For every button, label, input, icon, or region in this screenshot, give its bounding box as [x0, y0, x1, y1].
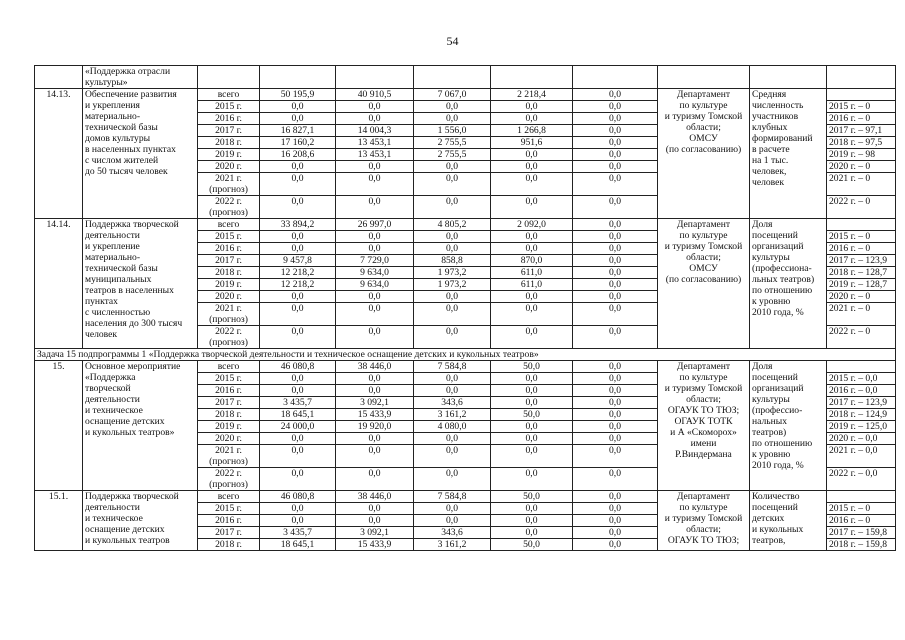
amount-cell: 0,0 [573, 491, 658, 503]
amount-cell: 0,0 [260, 303, 336, 326]
amount-cell: 0,0 [260, 385, 336, 397]
period-cell: 2020 г. [198, 291, 260, 303]
amount-cell: 3 092,1 [336, 527, 414, 539]
amount-cell: 46 080,8 [260, 491, 336, 503]
indicator-cell: Средняя численность участников клубных формирований в расчете на 1 тыс. человек, человек [750, 89, 827, 219]
amount-cell: 0,0 [414, 433, 491, 445]
event-name-cell: «Поддержка отрасли культуры» [83, 66, 198, 89]
indicator-cell: Доля посещений организаций культуры (профессиона- льных театров) по отношению к уровню 2010 года, % [750, 219, 827, 349]
amount-cell: 0,0 [260, 515, 336, 527]
period-cell: 2022 г. (прогноз) [198, 326, 260, 349]
target-value-cell [827, 491, 896, 503]
amount-cell: 0,0 [260, 173, 336, 196]
amount-cell: 0,0 [260, 433, 336, 445]
target-value-cell [827, 361, 896, 373]
amount-cell: 0,0 [491, 231, 573, 243]
period-cell: 2019 г. [198, 421, 260, 433]
amount-cell: 611,0 [491, 267, 573, 279]
amount-cell: 50,0 [491, 361, 573, 373]
period-cell: 2016 г. [198, 243, 260, 255]
amount-cell: 12 218,2 [260, 279, 336, 291]
amount-cell: 18 645,1 [260, 539, 336, 551]
amount-cell: 0,0 [573, 515, 658, 527]
period-cell: 2015 г. [198, 101, 260, 113]
amount-cell: 0,0 [336, 303, 414, 326]
table-row [35, 66, 896, 89]
amount-cell: 1 973,2 [414, 267, 491, 279]
amount-cell: 0,0 [491, 468, 573, 491]
amount-cell: 0,0 [414, 445, 491, 468]
amount-cell: 0,0 [336, 173, 414, 196]
amount-cell: 18 645,1 [260, 409, 336, 421]
amount-cell: 50,0 [491, 539, 573, 551]
amount-cell: 0,0 [573, 503, 658, 515]
amount-cell: 0,0 [260, 445, 336, 468]
amount-cell: 0,0 [573, 89, 658, 101]
amount-cell: 24 000,0 [260, 421, 336, 433]
amount-cell: 2 092,0 [491, 219, 573, 231]
amount-cell: 0,0 [491, 445, 573, 468]
amount-cell: 14 004,3 [336, 125, 414, 137]
period-cell: 2019 г. [198, 149, 260, 161]
amount-cell: 0,0 [336, 113, 414, 125]
empty-cell [491, 66, 573, 89]
amount-cell: 1 973,2 [414, 279, 491, 291]
amount-cell: 0,0 [336, 196, 414, 219]
target-value-cell: 2022 г. – 0,0 [827, 468, 896, 491]
amount-cell: 0,0 [491, 385, 573, 397]
amount-cell: 0,0 [573, 161, 658, 173]
amount-cell: 0,0 [336, 231, 414, 243]
executor-cell: Департамент по культуре и туризму Томской области; ОМСУ (по согласованию) [658, 89, 750, 219]
amount-cell: 38 446,0 [336, 491, 414, 503]
row-number-cell: 15. [35, 361, 83, 491]
amount-cell: 0,0 [491, 173, 573, 196]
amount-cell: 0,0 [414, 503, 491, 515]
program-table [34, 65, 896, 551]
target-value-cell: 2021 г. – 0 [827, 173, 896, 196]
amount-cell: 0,0 [414, 291, 491, 303]
table-row [35, 89, 896, 101]
indicator-cell: Количество посещений детских и кукольных театров, [750, 491, 827, 551]
amount-cell: 15 433,9 [336, 539, 414, 551]
amount-cell: 0,0 [491, 291, 573, 303]
target-value-cell: 2020 г. – 0 [827, 161, 896, 173]
amount-cell: 0,0 [573, 433, 658, 445]
target-value-cell: 2016 г. – 0,0 [827, 385, 896, 397]
amount-cell: 0,0 [573, 267, 658, 279]
amount-cell: 12 218,2 [260, 267, 336, 279]
amount-cell: 0,0 [573, 539, 658, 551]
amount-cell: 0,0 [573, 279, 658, 291]
amount-cell: 9 457,8 [260, 255, 336, 267]
period-cell: всего [198, 491, 260, 503]
period-cell: 2015 г. [198, 231, 260, 243]
amount-cell: 0,0 [336, 445, 414, 468]
amount-cell: 0,0 [491, 101, 573, 113]
amount-cell: 0,0 [260, 101, 336, 113]
period-cell: 2021 г. (прогноз) [198, 173, 260, 196]
amount-cell: 3 161,2 [414, 539, 491, 551]
target-value-cell: 2017 г. – 97,1 [827, 125, 896, 137]
amount-cell: 0,0 [336, 326, 414, 349]
period-cell: 2017 г. [198, 255, 260, 267]
target-value-cell: 2022 г. – 0 [827, 196, 896, 219]
amount-cell: 0,0 [491, 515, 573, 527]
target-value-cell: 2021 г. – 0,0 [827, 445, 896, 468]
period-cell: 2017 г. [198, 527, 260, 539]
amount-cell: 0,0 [573, 326, 658, 349]
task-heading: Задача 15 подпрограммы 1 «Поддержка творческой деятельности и техническое оснащение детских и кукольных театров» [35, 349, 896, 361]
row-number-cell: 14.13. [35, 89, 83, 219]
period-cell: 2018 г. [198, 409, 260, 421]
amount-cell: 0,0 [414, 243, 491, 255]
amount-cell: 0,0 [336, 373, 414, 385]
amount-cell: 16 827,1 [260, 125, 336, 137]
amount-cell: 0,0 [414, 385, 491, 397]
period-cell: 2022 г. (прогноз) [198, 196, 260, 219]
task-row [35, 349, 896, 361]
empty-cell [414, 66, 491, 89]
target-value-cell: 2022 г. – 0 [827, 326, 896, 349]
period-cell: 2017 г. [198, 397, 260, 409]
amount-cell: 9 634,0 [336, 267, 414, 279]
empty-cell [658, 66, 750, 89]
row-number-cell: 14.14. [35, 219, 83, 349]
amount-cell: 0,0 [336, 468, 414, 491]
amount-cell: 0,0 [491, 243, 573, 255]
period-cell: 2021 г. (прогноз) [198, 445, 260, 468]
amount-cell: 0,0 [573, 125, 658, 137]
amount-cell: 0,0 [414, 303, 491, 326]
amount-cell: 0,0 [573, 527, 658, 539]
executor-cell: Департамент по культуре и туризму Томской области; ОГАУК ТО ТЮЗ; ОГАУК ТОТК и А «Скоморох» имени Р.Виндермана [658, 361, 750, 491]
period-cell: всего [198, 89, 260, 101]
amount-cell: 4 805,2 [414, 219, 491, 231]
amount-cell: 0,0 [414, 326, 491, 349]
amount-cell: 46 080,8 [260, 361, 336, 373]
target-value-cell: 2020 г. – 0,0 [827, 433, 896, 445]
executor-cell: Департамент по культуре и туризму Томской области; ОМСУ (по согласованию) [658, 219, 750, 349]
period-cell: 2022 г. (прогноз) [198, 468, 260, 491]
amount-cell: 2 218,4 [491, 89, 573, 101]
target-value-cell: 2019 г. – 125,0 [827, 421, 896, 433]
amount-cell: 0,0 [573, 196, 658, 219]
target-value-cell: 2020 г. – 0 [827, 291, 896, 303]
amount-cell: 3 435,7 [260, 527, 336, 539]
amount-cell: 0,0 [573, 231, 658, 243]
amount-cell: 343,6 [414, 527, 491, 539]
amount-cell: 870,0 [491, 255, 573, 267]
amount-cell: 0,0 [260, 161, 336, 173]
amount-cell: 858,8 [414, 255, 491, 267]
amount-cell: 0,0 [336, 385, 414, 397]
amount-cell: 19 920,0 [336, 421, 414, 433]
amount-cell: 0,0 [573, 291, 658, 303]
amount-cell: 0,0 [414, 173, 491, 196]
period-cell: 2016 г. [198, 385, 260, 397]
period-cell: 2017 г. [198, 125, 260, 137]
amount-cell: 0,0 [491, 397, 573, 409]
amount-cell: 0,0 [260, 113, 336, 125]
empty-cell [198, 66, 260, 89]
amount-cell: 0,0 [336, 161, 414, 173]
amount-cell: 50,0 [491, 409, 573, 421]
target-value-cell: 2016 г. – 0 [827, 243, 896, 255]
amount-cell: 7 729,0 [336, 255, 414, 267]
amount-cell: 0,0 [491, 433, 573, 445]
amount-cell: 0,0 [573, 361, 658, 373]
target-value-cell: 2018 г. – 97,5 [827, 137, 896, 149]
period-cell: 2018 г. [198, 267, 260, 279]
amount-cell: 0,0 [260, 231, 336, 243]
target-value-cell: 2018 г. – 124,9 [827, 409, 896, 421]
empty-cell [750, 66, 827, 89]
amount-cell: 951,6 [491, 137, 573, 149]
amount-cell: 0,0 [260, 326, 336, 349]
amount-cell: 1 266,8 [491, 125, 573, 137]
indicator-cell: Доля посещений организаций культуры (профессио- нальных театров) по отношению к уровню 2010 года, % [750, 361, 827, 491]
amount-cell: 2 755,5 [414, 149, 491, 161]
amount-cell: 0,0 [491, 421, 573, 433]
amount-cell: 3 161,2 [414, 409, 491, 421]
amount-cell: 0,0 [336, 243, 414, 255]
amount-cell: 0,0 [414, 231, 491, 243]
amount-cell: 0,0 [573, 303, 658, 326]
amount-cell: 0,0 [491, 303, 573, 326]
amount-cell: 0,0 [491, 161, 573, 173]
amount-cell: 13 453,1 [336, 149, 414, 161]
amount-cell: 17 160,2 [260, 137, 336, 149]
amount-cell: 16 208,6 [260, 149, 336, 161]
target-value-cell: 2018 г. – 159,8 [827, 539, 896, 551]
amount-cell: 7 584,8 [414, 361, 491, 373]
period-cell: 2015 г. [198, 373, 260, 385]
amount-cell: 0,0 [336, 515, 414, 527]
target-value-cell: 2019 г. – 98 [827, 149, 896, 161]
amount-cell: 0,0 [491, 373, 573, 385]
amount-cell: 0,0 [573, 409, 658, 421]
amount-cell: 0,0 [414, 113, 491, 125]
amount-cell: 0,0 [336, 101, 414, 113]
empty-cell [336, 66, 414, 89]
amount-cell: 0,0 [336, 291, 414, 303]
amount-cell: 0,0 [260, 468, 336, 491]
amount-cell: 13 453,1 [336, 137, 414, 149]
period-cell: 2015 г. [198, 503, 260, 515]
amount-cell: 40 910,5 [336, 89, 414, 101]
amount-cell: 38 446,0 [336, 361, 414, 373]
target-value-cell: 2015 г. – 0 [827, 101, 896, 113]
amount-cell: 0,0 [573, 173, 658, 196]
target-value-cell: 2015 г. – 0 [827, 231, 896, 243]
amount-cell: 0,0 [260, 503, 336, 515]
target-value-cell: 2015 г. – 0,0 [827, 373, 896, 385]
amount-cell: 0,0 [573, 101, 658, 113]
empty-cell [827, 66, 896, 89]
amount-cell: 26 997,0 [336, 219, 414, 231]
amount-cell: 9 634,0 [336, 279, 414, 291]
amount-cell: 2 755,5 [414, 137, 491, 149]
target-value-cell: 2016 г. – 0 [827, 113, 896, 125]
target-value-cell: 2018 г. – 128,7 [827, 267, 896, 279]
amount-cell: 343,6 [414, 397, 491, 409]
target-value-cell: 2019 г. – 128,7 [827, 279, 896, 291]
amount-cell: 0,0 [414, 196, 491, 219]
target-value-cell [827, 219, 896, 231]
target-value-cell: 2021 г. – 0 [827, 303, 896, 326]
amount-cell: 0,0 [573, 445, 658, 468]
amount-cell: 0,0 [260, 196, 336, 219]
amount-cell: 0,0 [414, 373, 491, 385]
row-number-cell: 15.1. [35, 491, 83, 551]
amount-cell: 0,0 [491, 503, 573, 515]
row-number-cell [35, 66, 83, 89]
amount-cell: 0,0 [491, 527, 573, 539]
table-row [35, 219, 896, 231]
amount-cell: 0,0 [491, 326, 573, 349]
amount-cell: 0,0 [573, 373, 658, 385]
amount-cell: 7 584,8 [414, 491, 491, 503]
period-cell: 2019 г. [198, 279, 260, 291]
amount-cell: 3 435,7 [260, 397, 336, 409]
amount-cell: 0,0 [573, 149, 658, 161]
amount-cell: 50 195,9 [260, 89, 336, 101]
period-cell: 2018 г. [198, 137, 260, 149]
period-cell: всего [198, 219, 260, 231]
amount-cell: 0,0 [573, 385, 658, 397]
period-cell: 2020 г. [198, 161, 260, 173]
amount-cell: 3 092,1 [336, 397, 414, 409]
amount-cell: 0,0 [414, 468, 491, 491]
period-cell: 2020 г. [198, 433, 260, 445]
executor-cell: Департамент по культуре и туризму Томской области; ОГАУК ТО ТЮЗ; [658, 491, 750, 551]
amount-cell: 0,0 [491, 113, 573, 125]
target-value-cell: 2017 г. – 123,9 [827, 397, 896, 409]
amount-cell: 0,0 [336, 433, 414, 445]
amount-cell: 0,0 [414, 101, 491, 113]
amount-cell: 7 067,0 [414, 89, 491, 101]
amount-cell: 0,0 [491, 196, 573, 219]
amount-cell: 0,0 [573, 243, 658, 255]
amount-cell: 0,0 [573, 219, 658, 231]
amount-cell: 33 894,2 [260, 219, 336, 231]
table-row [35, 361, 896, 373]
amount-cell: 0,0 [336, 503, 414, 515]
amount-cell: 0,0 [260, 373, 336, 385]
period-cell: 2016 г. [198, 113, 260, 125]
period-cell: 2016 г. [198, 515, 260, 527]
amount-cell: 0,0 [573, 397, 658, 409]
target-value-cell: 2017 г. – 159,8 [827, 527, 896, 539]
period-cell: 2018 г. [198, 539, 260, 551]
target-value-cell: 2015 г. – 0 [827, 503, 896, 515]
event-name-cell: Обеспечение развития и укрепления материально- технической базы домов культуры в населенных пунктах с числом жителей до 50 тысяч человек [83, 89, 198, 219]
amount-cell: 4 080,0 [414, 421, 491, 433]
event-name-cell: Основное мероприятие «Поддержка творческой деятельности и техническое оснащение детских и кукольных театров» [83, 361, 198, 491]
target-value-cell: 2016 г. – 0 [827, 515, 896, 527]
event-name-cell: Поддержка творческой деятельности и техническое оснащение детских и кукольных театров [83, 491, 198, 551]
period-cell: всего [198, 361, 260, 373]
period-cell: 2021 г. (прогноз) [198, 303, 260, 326]
empty-cell [573, 66, 658, 89]
amount-cell: 0,0 [491, 149, 573, 161]
event-name-cell: Поддержка творческой деятельности и укрепление материально- технической базы муниципальных театров в населенных пунктах с численностью населения до 300 тысяч человек [83, 219, 198, 349]
amount-cell: 0,0 [573, 113, 658, 125]
page-number: 54 [446, 34, 459, 48]
amount-cell: 50,0 [491, 491, 573, 503]
amount-cell: 0,0 [260, 291, 336, 303]
empty-cell [260, 66, 336, 89]
amount-cell: 0,0 [414, 161, 491, 173]
target-value-cell [827, 89, 896, 101]
table-body [35, 66, 896, 551]
target-value-cell: 2017 г. – 123,9 [827, 255, 896, 267]
amount-cell: 1 556,0 [414, 125, 491, 137]
amount-cell: 0,0 [573, 255, 658, 267]
table-row [35, 491, 896, 503]
amount-cell: 0,0 [573, 468, 658, 491]
amount-cell: 611,0 [491, 279, 573, 291]
amount-cell: 0,0 [573, 137, 658, 149]
amount-cell: 15 433,9 [336, 409, 414, 421]
amount-cell: 0,0 [260, 243, 336, 255]
amount-cell: 0,0 [414, 515, 491, 527]
amount-cell: 0,0 [573, 421, 658, 433]
